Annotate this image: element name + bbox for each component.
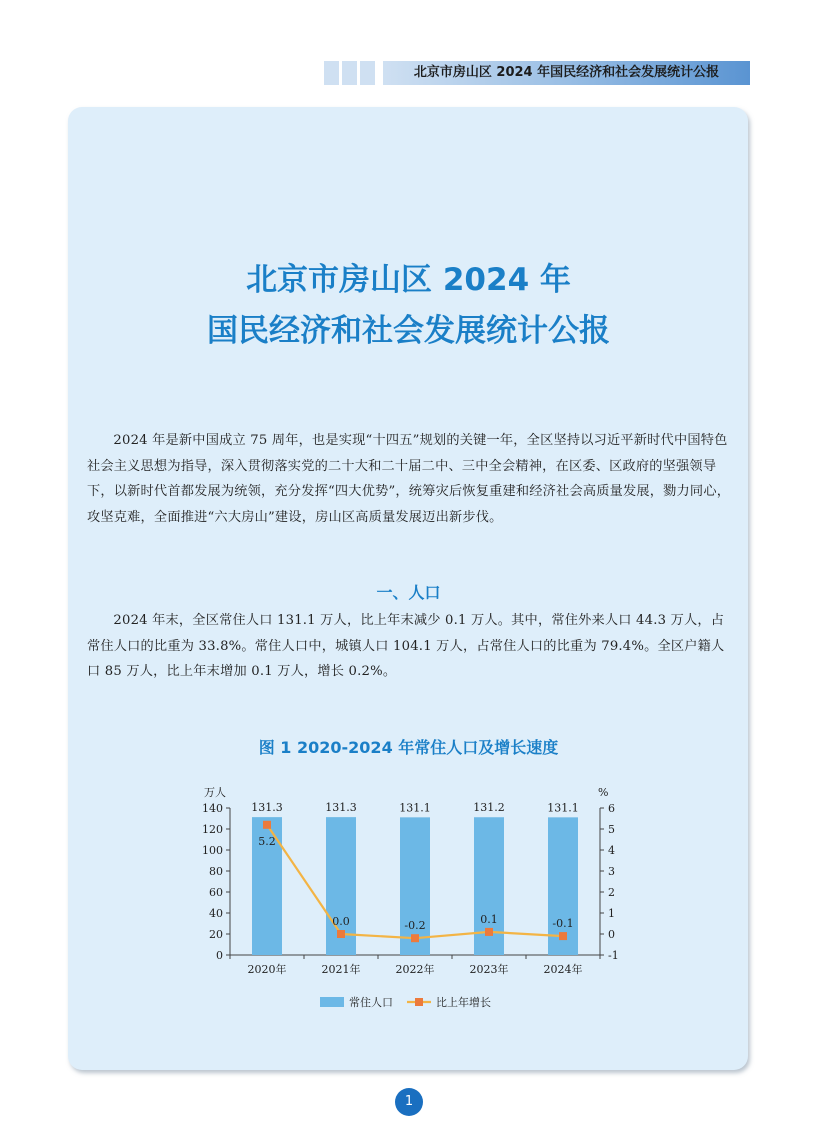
y-tick-label-left: 140 — [202, 802, 223, 815]
bar-data-label: 131.1 — [399, 801, 431, 815]
bar-data-label: 131.1 — [547, 801, 579, 815]
report-title-line2: 国民经济和社会发展统计公报 — [207, 313, 610, 349]
header-decor-square — [360, 61, 375, 85]
y-axis-label-right: % — [598, 786, 609, 799]
y-tick-label-left: 100 — [202, 844, 223, 857]
line-marker-growth — [411, 934, 419, 942]
legend-marker-growth — [415, 998, 423, 1006]
y-axis-label-left: 万人 — [204, 786, 226, 799]
legend-swatch-population — [320, 997, 344, 1007]
y-tick-label-right: -1 — [608, 949, 619, 962]
line-data-label: -0.2 — [404, 919, 426, 933]
bar-data-label: 131.3 — [325, 801, 357, 815]
y-tick-label-left: 20 — [209, 928, 223, 941]
bar-data-label: 131.3 — [251, 801, 283, 815]
header-decor-square — [324, 61, 339, 85]
y-tick-label-right: 5 — [608, 823, 615, 836]
header-decor-square — [342, 61, 357, 85]
line-data-label: 5.2 — [258, 834, 276, 848]
page-number: 1 — [395, 1088, 423, 1116]
header-band — [324, 61, 750, 85]
line-marker-growth — [485, 928, 493, 936]
population-chart — [195, 780, 635, 1020]
report-title-line1: 北京市房山区 2024 年 — [246, 262, 571, 298]
y-tick-label-right: 6 — [608, 802, 615, 815]
section-heading-population: 一、人口 — [376, 583, 441, 602]
x-tick-label: 2022年 — [395, 963, 435, 976]
line-marker-growth — [559, 932, 567, 940]
y-tick-label-right: 2 — [608, 886, 615, 899]
x-tick-label: 2020年 — [247, 963, 287, 976]
legend-label-growth: 比上年增长 — [436, 996, 491, 1009]
y-tick-label-right: 4 — [608, 844, 615, 857]
y-tick-label-left: 60 — [209, 886, 223, 899]
y-tick-label-left: 40 — [209, 907, 223, 920]
y-tick-label-left: 80 — [209, 865, 223, 878]
y-tick-label-right: 1 — [608, 907, 615, 920]
line-data-label: -0.1 — [552, 917, 574, 931]
y-tick-label-right: 3 — [608, 865, 615, 878]
line-data-label: 0.0 — [332, 915, 350, 928]
x-tick-label: 2023年 — [469, 963, 509, 976]
line-marker-growth — [337, 930, 345, 938]
y-tick-label-left: 120 — [202, 823, 223, 836]
x-tick-label: 2021年 — [321, 963, 361, 976]
line-data-label: 0.1 — [480, 912, 498, 926]
line-marker-growth — [263, 821, 271, 829]
intro-paragraph: 2024 年是新中国成立 75 周年，也是实现“十四五”规划的关键一年，全区坚持以习近平新时代中国特色社会主义思想为指导，深入贯彻落实党的二十大和二十届二中、三中全会精神，在区委、区政府的坚强领导下，以新时代首都发展为统领，充分发挥“四大优势”，统筹灾后恢复重建和经济社会高质量发展，勠力同心，攻坚克难，全面推进“六大房山”建设，房山区高质量发展迈出新步伐。 — [87, 433, 731, 525]
bar-data-label: 131.2 — [473, 801, 505, 815]
chart-title: 图 1 2020-2024 年常住人口及增长速度 — [258, 738, 559, 757]
legend-label-population: 常住人口 — [349, 996, 393, 1009]
population-paragraph: 2024 年末，全区常住人口 131.1 万人，比上年末减少 0.1 万人。其中，常住外来人口 44.3 万人，占常住人口的比重为 33.8%。常住人口中，城镇人口 104.1 万人，占常住人口的比重为 79.4%。全区户籍人口 85 万人，比上年末增加 0.1 万人，增长 0.2%。 — [87, 613, 725, 680]
y-tick-label-right: 0 — [608, 928, 615, 941]
x-tick-label: 2024年 — [543, 963, 583, 976]
y-tick-label-left: 0 — [216, 949, 223, 962]
running-header-title: 北京市房山区 2024 年国民经济和社会发展统计公报 — [383, 61, 750, 85]
